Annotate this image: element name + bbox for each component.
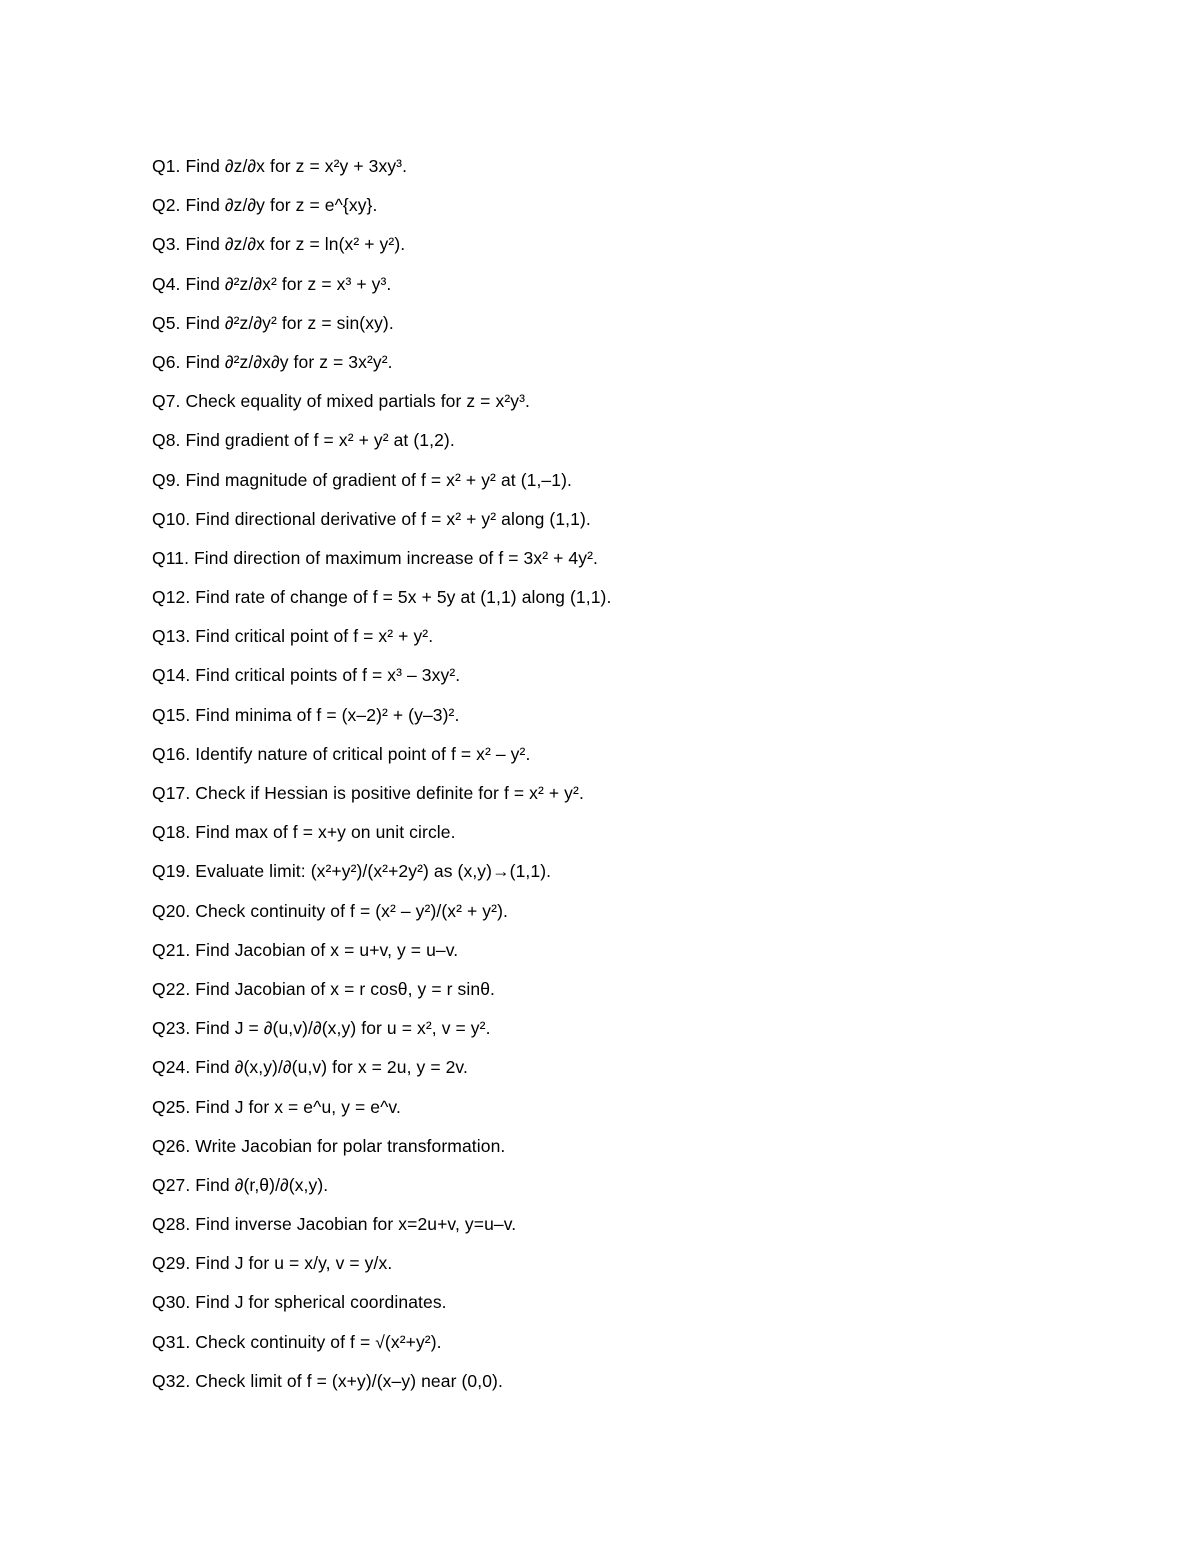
question-item: Q3. Find ∂z/∂x for z = ln(x² + y²).: [152, 234, 406, 255]
question-item: Q28. Find inverse Jacobian for x=2u+v, y=u–v.: [152, 1214, 517, 1235]
question-item: Q27. Find ∂(r,θ)/∂(x,y).: [152, 1174, 329, 1195]
question-item: Q14. Find critical points of f = x³ – 3xy².: [152, 665, 461, 686]
question-item: Q9. Find magnitude of gradient of f = x² + y² at (1,–1).: [152, 469, 572, 490]
question-item: Q17. Check if Hessian is positive definite for f = x² + y².: [152, 783, 584, 803]
question-item: Q2. Find ∂z/∂y for z = e^{xy}.: [152, 195, 378, 216]
question-item: Q29. Find J for u = x/y, v = y/x.: [152, 1253, 393, 1274]
question-item: Q22. Find Jacobian of x = r cosθ, y = r sinθ.: [152, 978, 495, 999]
question-item: Q18. Find max of f = x+y on unit circle.: [152, 822, 456, 843]
question-item: Q31. Check continuity of f = √(x²+y²).: [152, 1331, 442, 1352]
question-item: Q12. Find rate of change of f = 5x + 5y at (1,1) along (1,1).: [152, 587, 612, 608]
question-item: Q10. Find directional derivative of f = x² + y² along (1,1).: [152, 508, 591, 529]
question-item: Q4. Find ∂²z/∂x² for z = x³ + y³.: [152, 273, 392, 294]
question-item: Q30. Find J for spherical coordinates.: [152, 1292, 447, 1313]
question-item: Q21. Find Jacobian of x = u+v, y = u–v.: [152, 939, 459, 960]
question-item: Q19. Evaluate limit: (x²+y²)/(x²+2y²) as (x,y)→(1,1).: [152, 861, 552, 882]
question-item: Q1. Find ∂z/∂x for z = x²y + 3xy³.: [152, 156, 408, 176]
question-item: Q32. Check limit of f = (x+y)/(x–y) near (0,0).: [152, 1370, 503, 1391]
question-item: Q23. Find J = ∂(u,v)/∂(x,y) for u = x², v = y².: [152, 1018, 491, 1039]
question-item: Q11. Find direction of maximum increase of f = 3x² + 4y².: [152, 547, 598, 568]
question-item: Q7. Check equality of mixed partials for z = x²y³.: [152, 391, 530, 412]
question-list: [152, 154, 611, 1408]
question-item: Q25. Find J for x = e^u, y = e^v.: [152, 1096, 401, 1117]
question-item: Q24. Find ∂(x,y)/∂(u,v) for x = 2u, y = 2v.: [152, 1057, 468, 1078]
question-item: Q5. Find ∂²z/∂y² for z = sin(xy).: [152, 312, 394, 333]
question-item: Q8. Find gradient of f = x² + y² at (1,2).: [152, 430, 455, 451]
question-item: Q16. Identify nature of critical point of f = x² – y².: [152, 743, 531, 764]
question-item: Q6. Find ∂²z/∂x∂y for z = 3x²y².: [152, 351, 393, 372]
question-item: Q20. Check continuity of f = (x² – y²)/(x² + y²).: [152, 900, 508, 921]
question-item: Q15. Find minima of f = (x–2)² + (y–3)².: [152, 704, 460, 725]
question-item: Q26. Write Jacobian for polar transformation.: [152, 1135, 506, 1156]
question-item: Q13. Find critical point of f = x² + y².: [152, 626, 434, 647]
